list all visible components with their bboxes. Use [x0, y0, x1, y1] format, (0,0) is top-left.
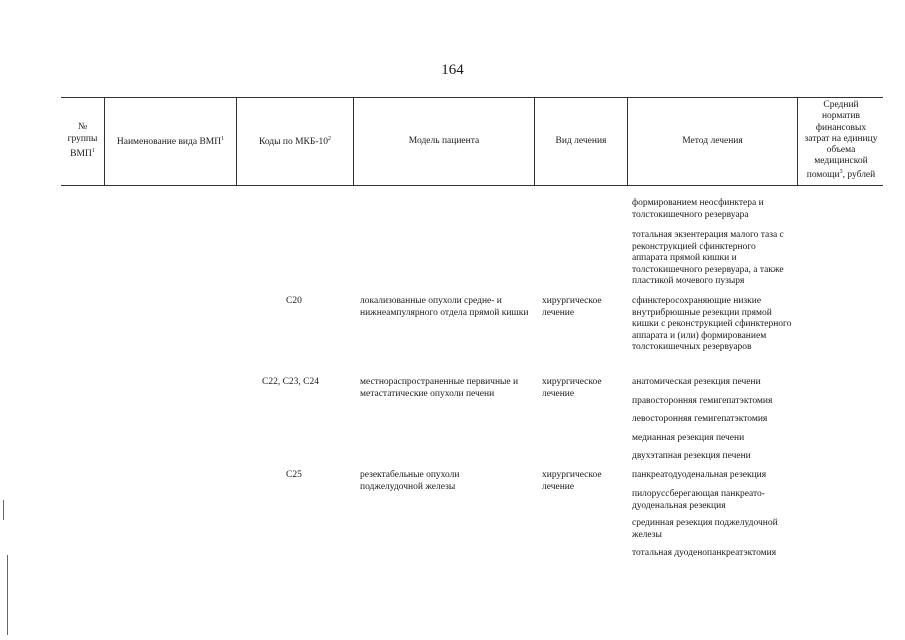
header-vmp-name: Наименование вида ВМП$^1$: [116, 136, 225, 148]
patient-model: резектабельные опухоли поджелудочной железы: [360, 470, 460, 492]
patient-model: локализованные опухоли средне- и нижнеампулярного отдела прямой кишки: [360, 296, 529, 318]
header-cost-standard: Средний норматив финансовых затрат на единицу объема медицинской помощи$^3$, рублей: [804, 100, 878, 181]
treatment-type: хирургическое лечение: [542, 296, 602, 318]
treatment-method: панкреатодуоденальная резекция: [632, 470, 767, 480]
treatment-method: правосторонняя гемигепатэктомия: [632, 396, 773, 406]
header-patient-model: Модель пациента: [408, 136, 480, 146]
header-group-number: № группы ВМП$^1$: [67, 122, 98, 160]
icd-code: C20: [286, 296, 302, 306]
treatment-method: формированием неосфинктера и толстокишечного резервуара: [632, 198, 764, 220]
header-icd-codes: Коды по МКБ-$10^2$: [258, 136, 332, 148]
treatment-method: тотальная экзентерация малого таза с реконструкцией сфинктерного аппарата прямой кишки и толстокишечного резервуара, а также пластикой мочевого пузыря: [632, 230, 784, 286]
treatment-method: срединная резекция поджелудочной железы: [632, 518, 778, 540]
treatment-method: тотальная дуоденопанкреатэктомия: [632, 548, 777, 558]
header-treatment-method: Метод лечения: [682, 136, 743, 146]
treatment-method: анатомическая резекция печени: [632, 377, 761, 387]
treatment-type: хирургическое лечение: [542, 470, 602, 492]
treatment-method: левосторонняя гемигепатэктомия: [632, 414, 768, 424]
treatment-method: медианная резекция печени: [632, 433, 745, 443]
treatment-method: двухэтапная резекция печени: [632, 451, 751, 461]
treatment-type: хирургическое лечение: [542, 377, 602, 399]
icd-code: C22, C23, C24: [262, 377, 320, 387]
page-number: 164: [441, 62, 464, 78]
header-treatment-type: Вид лечения: [555, 136, 607, 146]
header-bottom-border: [61, 185, 883, 186]
patient-model: местнораспространенные первичные и метастатические опухоли печени: [360, 377, 519, 399]
treatment-method: пилоруссберегающая панкреато-дуоденальная резекция: [632, 489, 765, 511]
scan-margin-mark: [7, 555, 8, 635]
icd-code: C25: [286, 470, 302, 480]
treatment-method: сфинктеросохраняющие низкие внутрибрюшные резекции прямой кишки с реконструкцией сфинктерного аппарата и (или) формированием толстокишечных резервуаров: [632, 296, 792, 352]
scan-margin-mark: [3, 500, 4, 520]
